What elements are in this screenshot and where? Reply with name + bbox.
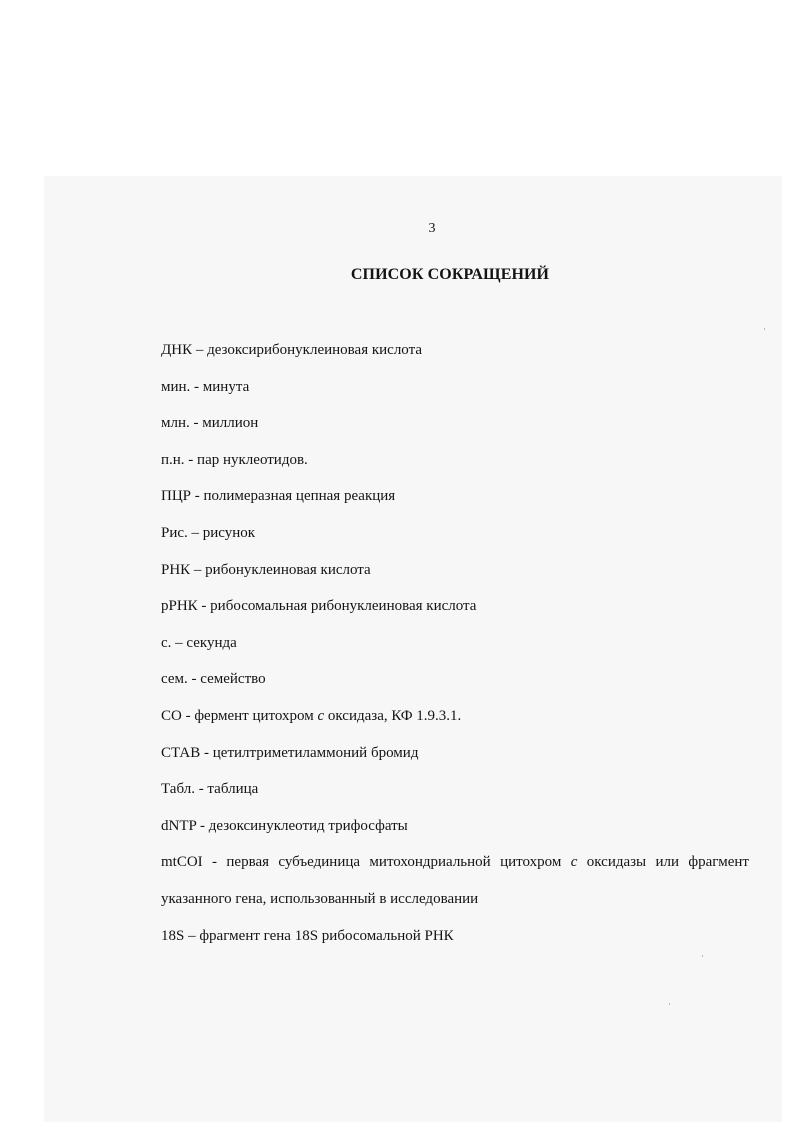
abbreviation-text-before: СО - фермент цитохром — [161, 707, 318, 724]
abbreviation-item-tabl: Табл. - таблица — [161, 781, 259, 798]
abbreviation-item-dnk: ДНК – дезоксирибонуклеиновая кислота — [161, 342, 422, 358]
page-title: СПИСОК СОКРАЩЕНИЙ — [350, 266, 550, 283]
abbreviation-item-pcr: ПЦР - полимеразная цепная реакция — [161, 488, 396, 505]
scan-speck — [702, 955, 703, 957]
scan-speck — [669, 1003, 670, 1005]
abbreviation-item-sec: с. – секунда — [161, 634, 237, 651]
abbreviation-item-mln: млн. - миллион — [161, 415, 259, 432]
abbreviation-item-mtcoi — [161, 852, 761, 925]
abbreviation-item-pn: п.н. - пар нуклеотидов. — [161, 451, 308, 468]
abbreviation-text-before: mtCOI - первая субъединица митохондриальной цитохром — [161, 854, 571, 871]
abbreviation-text-italic: с — [570, 854, 578, 871]
abbreviation-text-after: оксидаза, КФ 1.9.3.1. — [324, 707, 462, 724]
scan-speck — [764, 328, 765, 330]
abbreviation-item-18s: 18S – фрагмент гена 18S рибосомальной РНК — [161, 927, 454, 944]
abbreviation-item-dntp: dNTP - дезоксинуклеотид трифосфаты — [161, 817, 408, 834]
abbreviation-item-co — [161, 706, 761, 743]
page-number: 3 — [428, 221, 436, 236]
abbreviation-item-ris: Рис. – рисунок — [161, 524, 256, 541]
abbreviation-text-after: оксидазы или фрагмент — [577, 854, 749, 871]
abbreviation-item-rnk: РНК – рибонуклеиновая кислота — [161, 561, 371, 578]
abbreviation-text-italic: с — [317, 707, 325, 724]
abbreviation-line-first — [161, 852, 749, 889]
abbreviation-item-ctab: СТАВ - цетилтриметиламмоний бромид — [161, 744, 419, 761]
abbreviation-item-sem: сем. - семейство — [161, 671, 266, 688]
abbreviation-line-continuation: указанного гена, использованный в исследовании — [161, 890, 479, 907]
abbreviation-item-rrnk: рРНК - рибосомальная рибонуклеиновая кислота — [161, 598, 477, 615]
abbreviation-item-min: мин. - минута — [161, 378, 250, 395]
abbreviation-list — [161, 340, 761, 962]
